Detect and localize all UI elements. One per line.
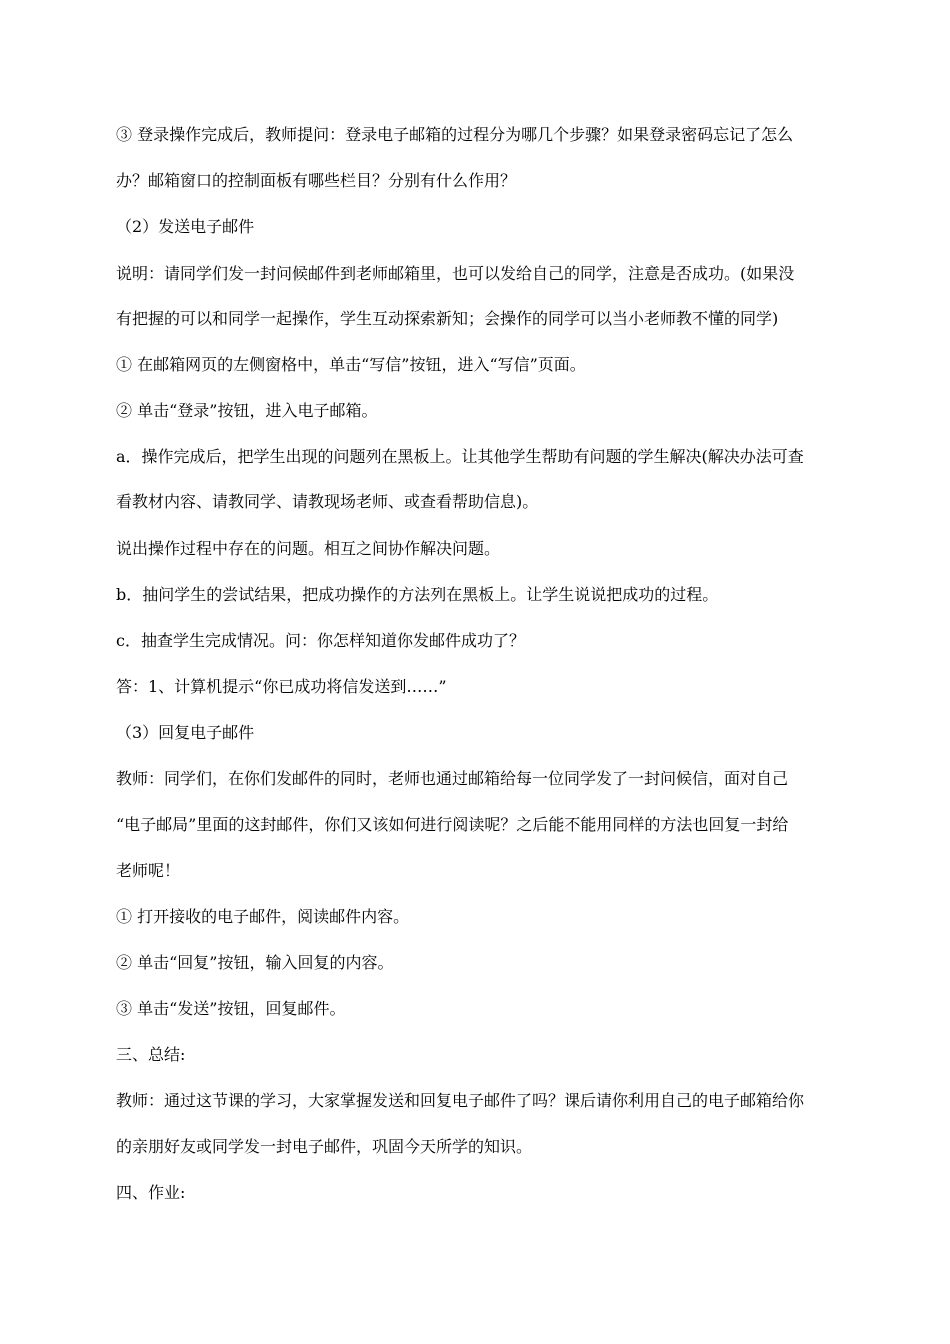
section-heading: （2）发送电子邮件 (116, 217, 255, 236)
text-line: 的亲朋好友或同学发一封电子邮件，巩固今天所学的知识。 (116, 1137, 533, 1156)
section-heading: 三、总结: (116, 1045, 186, 1064)
text-line: 有把握的可以和同学一起操作，学生互动探索新知；会操作的同学可以当小老师教不懂的同学) (116, 309, 779, 328)
text-line: 看教材内容、请教同学、请教现场老师、或查看帮助信息)。 (116, 492, 539, 511)
text-line: 说出操作过程中存在的问题。相互之间协作解决问题。 (116, 539, 501, 558)
step-item: ② 单击“登录”按钮，进入电子邮箱。 (116, 401, 378, 420)
text-line: 说明：请同学们发一封问候邮件到老师邮箱里，也可以发给自己的同学，注意是否成功。(如果没 (116, 264, 795, 283)
text-line: 教师：通过这节课的学习，大家掌握发送和回复电子邮件了吗？课后请你利用自己的电子邮箱给你 (116, 1091, 805, 1110)
step-item: ② 单击“回复”按钮，输入回复的内容。 (116, 953, 394, 972)
step-item: ③ 单击“发送”按钮，回复邮件。 (116, 999, 346, 1018)
text-line: b．抽问学生的尝试结果，把成功操作的方法列在黑板上。让学生说说把成功的过程。 (116, 585, 719, 604)
section-heading: （3）回复电子邮件 (116, 723, 255, 742)
step-item: ① 在邮箱网页的左侧窗格中，单击“写信”按钮，进入“写信”页面。 (116, 355, 586, 374)
step-item: ① 打开接收的电子邮件，阅读邮件内容。 (116, 907, 410, 926)
text-line: a．操作完成后，把学生出现的问题列在黑板上。让其他学生帮助有问题的学生解决(解决办法可查 (116, 447, 804, 466)
text-line: 答：1、计算机提示“你已成功将信发送到……” (116, 677, 447, 696)
text-line: ③ 登录操作完成后，教师提问：登录电子邮箱的过程分为哪几个步骤？如果登录密码忘记了怎么 (116, 125, 794, 144)
text-line: 办？邮箱窗口的控制面板有哪些栏目？分别有什么作用？ (116, 171, 517, 190)
section-heading: 四、作业: (116, 1183, 186, 1202)
text-line: c．抽查学生完成情况。问：你怎样知道你发邮件成功了？ (116, 631, 525, 650)
text-line: “电子邮局”里面的这封邮件，你们又该如何进行阅读呢？之后能不能用同样的方法也回复一封给 (116, 815, 789, 834)
text-line: 教师：同学们，在你们发邮件的同时，老师也通过邮箱给每一位同学发了一封问候信，面对自己 (116, 769, 789, 788)
text-line: 老师呢！ (116, 861, 181, 880)
